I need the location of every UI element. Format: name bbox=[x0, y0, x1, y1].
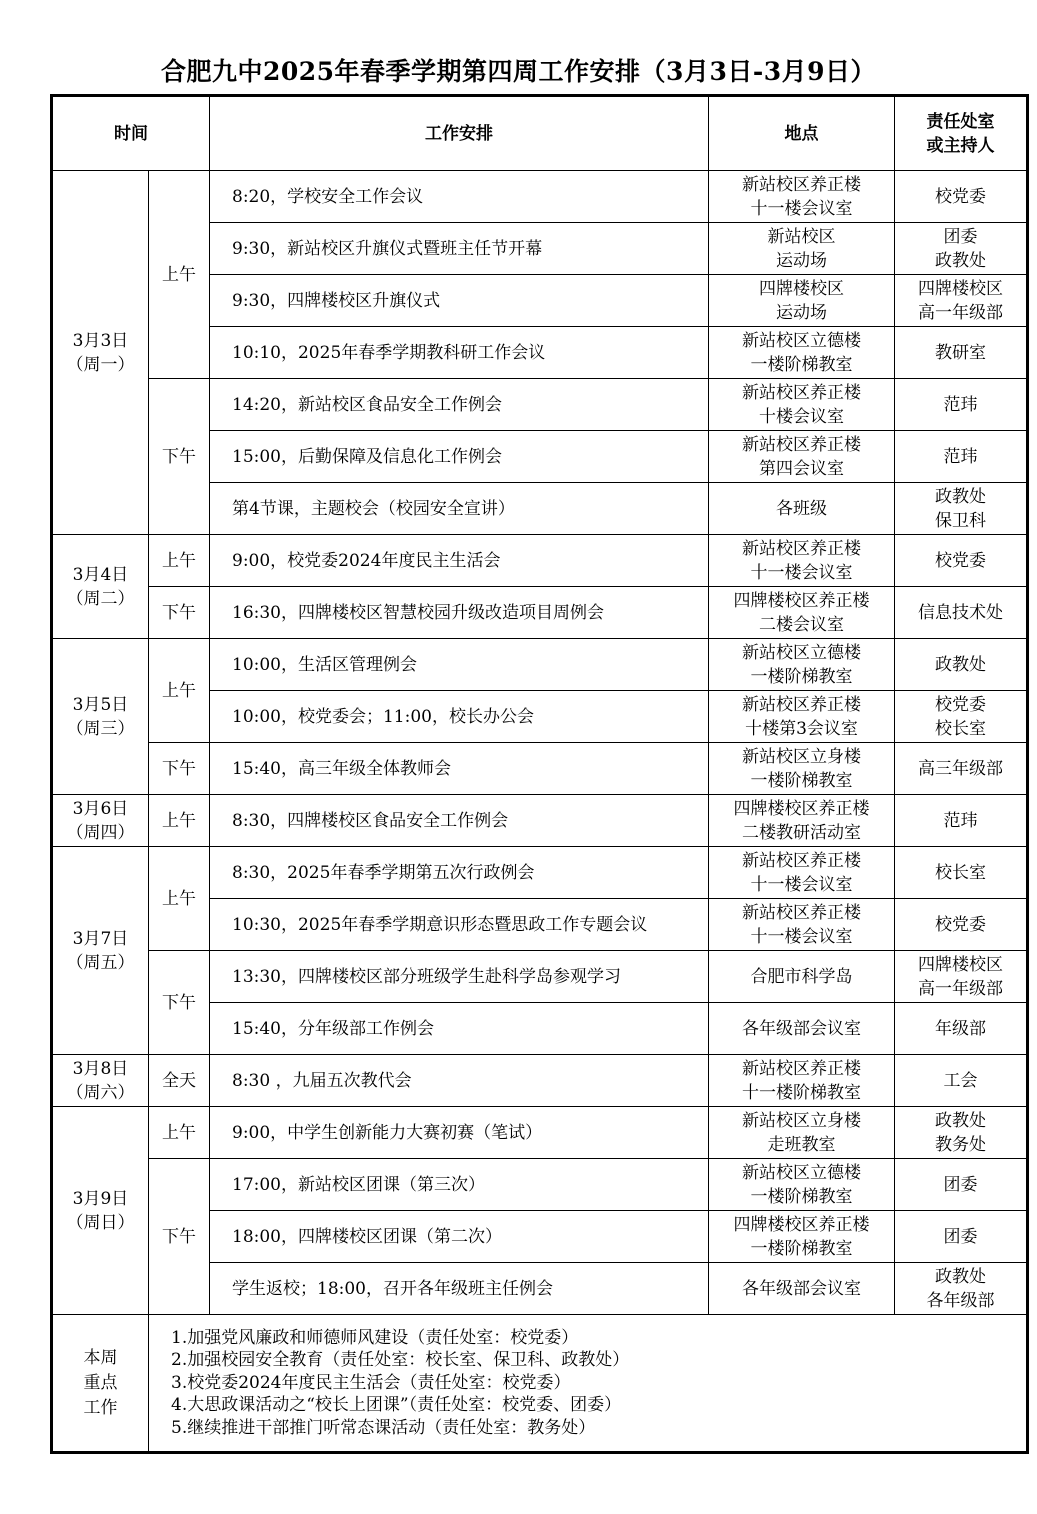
responsible-cell: 政教处 教务处 bbox=[895, 1107, 1028, 1159]
header-responsible: 责任处室 或主持人 bbox=[895, 96, 1028, 171]
responsible-cell: 四牌楼校区 高一年级部 bbox=[895, 275, 1028, 327]
work-item: 15:40，分年级部工作例会 bbox=[210, 1003, 709, 1055]
period-label: 下午 bbox=[149, 1159, 210, 1315]
day-date: 3月3日 （周一） bbox=[52, 171, 149, 535]
location-cell: 各班级 bbox=[709, 483, 895, 535]
responsible-cell: 年级部 bbox=[895, 1003, 1028, 1055]
day-date: 3月4日 （周二） bbox=[52, 535, 149, 639]
work-item: 15:40，高三年级全体教师会 bbox=[210, 743, 709, 795]
location-cell: 新站校区 运动场 bbox=[709, 223, 895, 275]
schedule-table bbox=[50, 94, 1029, 1454]
period-label: 下午 bbox=[149, 951, 210, 1055]
period-label: 上午 bbox=[149, 795, 210, 847]
work-item: 9:00，中学生创新能力大赛初赛（笔试） bbox=[210, 1107, 709, 1159]
responsible-cell: 校党委 bbox=[895, 535, 1028, 587]
work-item: 8:30，2025年春季学期第五次行政例会 bbox=[210, 847, 709, 899]
table-row bbox=[52, 535, 1028, 587]
day-date: 3月9日 （周日） bbox=[52, 1107, 149, 1315]
work-item: 9:30，新站校区升旗仪式暨班主任节开幕 bbox=[210, 223, 709, 275]
table-row bbox=[52, 379, 1028, 431]
work-item: 15:00，后勤保障及信息化工作例会 bbox=[210, 431, 709, 483]
table-row bbox=[52, 171, 1028, 223]
table-row bbox=[52, 847, 1028, 899]
period-label: 上午 bbox=[149, 1107, 210, 1159]
location-cell: 新站校区养正楼 十一楼会议室 bbox=[709, 899, 895, 951]
location-cell: 各年级部会议室 bbox=[709, 1003, 895, 1055]
responsible-cell: 校党委 bbox=[895, 899, 1028, 951]
responsible-cell: 范玮 bbox=[895, 795, 1028, 847]
work-item: 8:30 ，九届五次教代会 bbox=[210, 1055, 709, 1107]
work-item: 18:00，四牌楼校区团课（第二次） bbox=[210, 1211, 709, 1263]
responsible-cell: 团委 bbox=[895, 1159, 1028, 1211]
day-date: 3月5日 （周三） bbox=[52, 639, 149, 795]
day-date: 3月8日 （周六） bbox=[52, 1055, 149, 1107]
header-row bbox=[52, 96, 1028, 171]
work-item: 9:30，四牌楼校区升旗仪式 bbox=[210, 275, 709, 327]
page-title: 合肥九中2025年春季学期第四周工作安排（3月3日-3月9日） bbox=[160, 57, 877, 86]
period-label: 上午 bbox=[149, 847, 210, 951]
day-date: 3月7日 （周五） bbox=[52, 847, 149, 1055]
period-label: 上午 bbox=[149, 639, 210, 743]
location-cell: 新站校区养正楼 十楼会议室 bbox=[709, 379, 895, 431]
location-cell: 新站校区立身楼 走班教室 bbox=[709, 1107, 895, 1159]
table-row bbox=[52, 639, 1028, 691]
location-cell: 四牌楼校区 运动场 bbox=[709, 275, 895, 327]
period-label: 上午 bbox=[149, 535, 210, 587]
work-item: 10:30，2025年春季学期意识形态暨思政工作专题会议 bbox=[210, 899, 709, 951]
period-label: 全天 bbox=[149, 1055, 210, 1107]
responsible-cell: 政教处 保卫科 bbox=[895, 483, 1028, 535]
key-work-item: 3.校党委2024年度民主生活会（责任处室：校党委） bbox=[171, 1372, 571, 1393]
location-cell: 新站校区养正楼 十一楼阶梯教室 bbox=[709, 1055, 895, 1107]
location-cell: 新站校区养正楼 十一楼会议室 bbox=[709, 847, 895, 899]
day-date: 3月6日 （周四） bbox=[52, 795, 149, 847]
location-cell: 四牌楼校区养正楼 二楼教研活动室 bbox=[709, 795, 895, 847]
responsible-cell: 高三年级部 bbox=[895, 743, 1028, 795]
responsible-cell: 范玮 bbox=[895, 431, 1028, 483]
location-cell: 新站校区养正楼 十一楼会议室 bbox=[709, 171, 895, 223]
work-item: 14:20，新站校区食品安全工作例会 bbox=[210, 379, 709, 431]
key-work-label: 本周 重点 工作 bbox=[52, 1315, 149, 1453]
table-row bbox=[52, 587, 1028, 639]
work-item: 学生返校；18:00，召开各年级班主任例会 bbox=[210, 1263, 709, 1315]
period-label: 下午 bbox=[149, 379, 210, 535]
key-work-item: 5.继续推进干部推门听常态课活动（责任处室：教务处） bbox=[171, 1417, 596, 1438]
location-cell: 新站校区养正楼 十楼第3会议室 bbox=[709, 691, 895, 743]
responsible-cell: 教研室 bbox=[895, 327, 1028, 379]
period-label: 下午 bbox=[149, 743, 210, 795]
location-cell: 新站校区养正楼 十一楼会议室 bbox=[709, 535, 895, 587]
work-item: 9:00，校党委2024年度民主生活会 bbox=[210, 535, 709, 587]
work-item: 10:00，生活区管理例会 bbox=[210, 639, 709, 691]
responsible-cell: 团委 政教处 bbox=[895, 223, 1028, 275]
location-cell: 各年级部会议室 bbox=[709, 1263, 895, 1315]
responsible-cell: 政教处 各年级部 bbox=[895, 1263, 1028, 1315]
responsible-cell: 校长室 bbox=[895, 847, 1028, 899]
responsible-cell: 政教处 bbox=[895, 639, 1028, 691]
location-cell: 新站校区立德楼 一楼阶梯教室 bbox=[709, 1159, 895, 1211]
table-row bbox=[52, 743, 1028, 795]
location-cell: 新站校区立德楼 一楼阶梯教室 bbox=[709, 639, 895, 691]
work-item: 第4节课，主题校会（校园安全宣讲） bbox=[210, 483, 709, 535]
period-label: 上午 bbox=[149, 171, 210, 379]
work-item: 16:30，四牌楼校区智慧校园升级改造项目周例会 bbox=[210, 587, 709, 639]
location-cell: 新站校区立德楼 一楼阶梯教室 bbox=[709, 327, 895, 379]
key-work-list bbox=[149, 1315, 1028, 1453]
location-cell: 四牌楼校区养正楼 一楼阶梯教室 bbox=[709, 1211, 895, 1263]
location-cell: 四牌楼校区养正楼 二楼会议室 bbox=[709, 587, 895, 639]
work-item: 8:20，学校安全工作会议 bbox=[210, 171, 709, 223]
work-item: 17:00，新站校区团课（第三次） bbox=[210, 1159, 709, 1211]
responsible-cell: 团委 bbox=[895, 1211, 1028, 1263]
work-item: 10:10，2025年春季学期教科研工作会议 bbox=[210, 327, 709, 379]
header-time: 时间 bbox=[52, 96, 210, 171]
responsible-cell: 范玮 bbox=[895, 379, 1028, 431]
responsible-cell: 信息技术处 bbox=[895, 587, 1028, 639]
location-cell: 新站校区立身楼 一楼阶梯教室 bbox=[709, 743, 895, 795]
key-work-item: 1.加强党风廉政和师德师风建设（责任处室：校党委） bbox=[171, 1327, 579, 1348]
work-item: 13:30，四牌楼校区部分班级学生赴科学岛参观学习 bbox=[210, 951, 709, 1003]
table-row bbox=[52, 795, 1028, 847]
table-row bbox=[52, 1159, 1028, 1211]
location-cell: 合肥市科学岛 bbox=[709, 951, 895, 1003]
schedule-body bbox=[52, 96, 1028, 1453]
key-work-row bbox=[52, 1315, 1028, 1453]
table-row bbox=[52, 951, 1028, 1003]
responsible-cell: 校党委 bbox=[895, 171, 1028, 223]
table-row bbox=[52, 1055, 1028, 1107]
header-location: 地点 bbox=[709, 96, 895, 171]
key-work-item: 2.加强校园安全教育（责任处室：校长室、保卫科、政教处） bbox=[171, 1350, 630, 1371]
responsible-cell: 校党委 校长室 bbox=[895, 691, 1028, 743]
responsible-cell: 工会 bbox=[895, 1055, 1028, 1107]
period-label: 下午 bbox=[149, 587, 210, 639]
key-work-item: 4.大思政课活动之“校长上团课”（责任处室：校党委、团委） bbox=[171, 1395, 622, 1416]
table-row bbox=[52, 1107, 1028, 1159]
responsible-cell: 四牌楼校区 高一年级部 bbox=[895, 951, 1028, 1003]
location-cell: 新站校区养正楼 第四会议室 bbox=[709, 431, 895, 483]
work-item: 8:30，四牌楼校区食品安全工作例会 bbox=[210, 795, 709, 847]
work-item: 10:00，校党委会；11:00，校长办公会 bbox=[210, 691, 709, 743]
header-work: 工作安排 bbox=[210, 96, 709, 171]
